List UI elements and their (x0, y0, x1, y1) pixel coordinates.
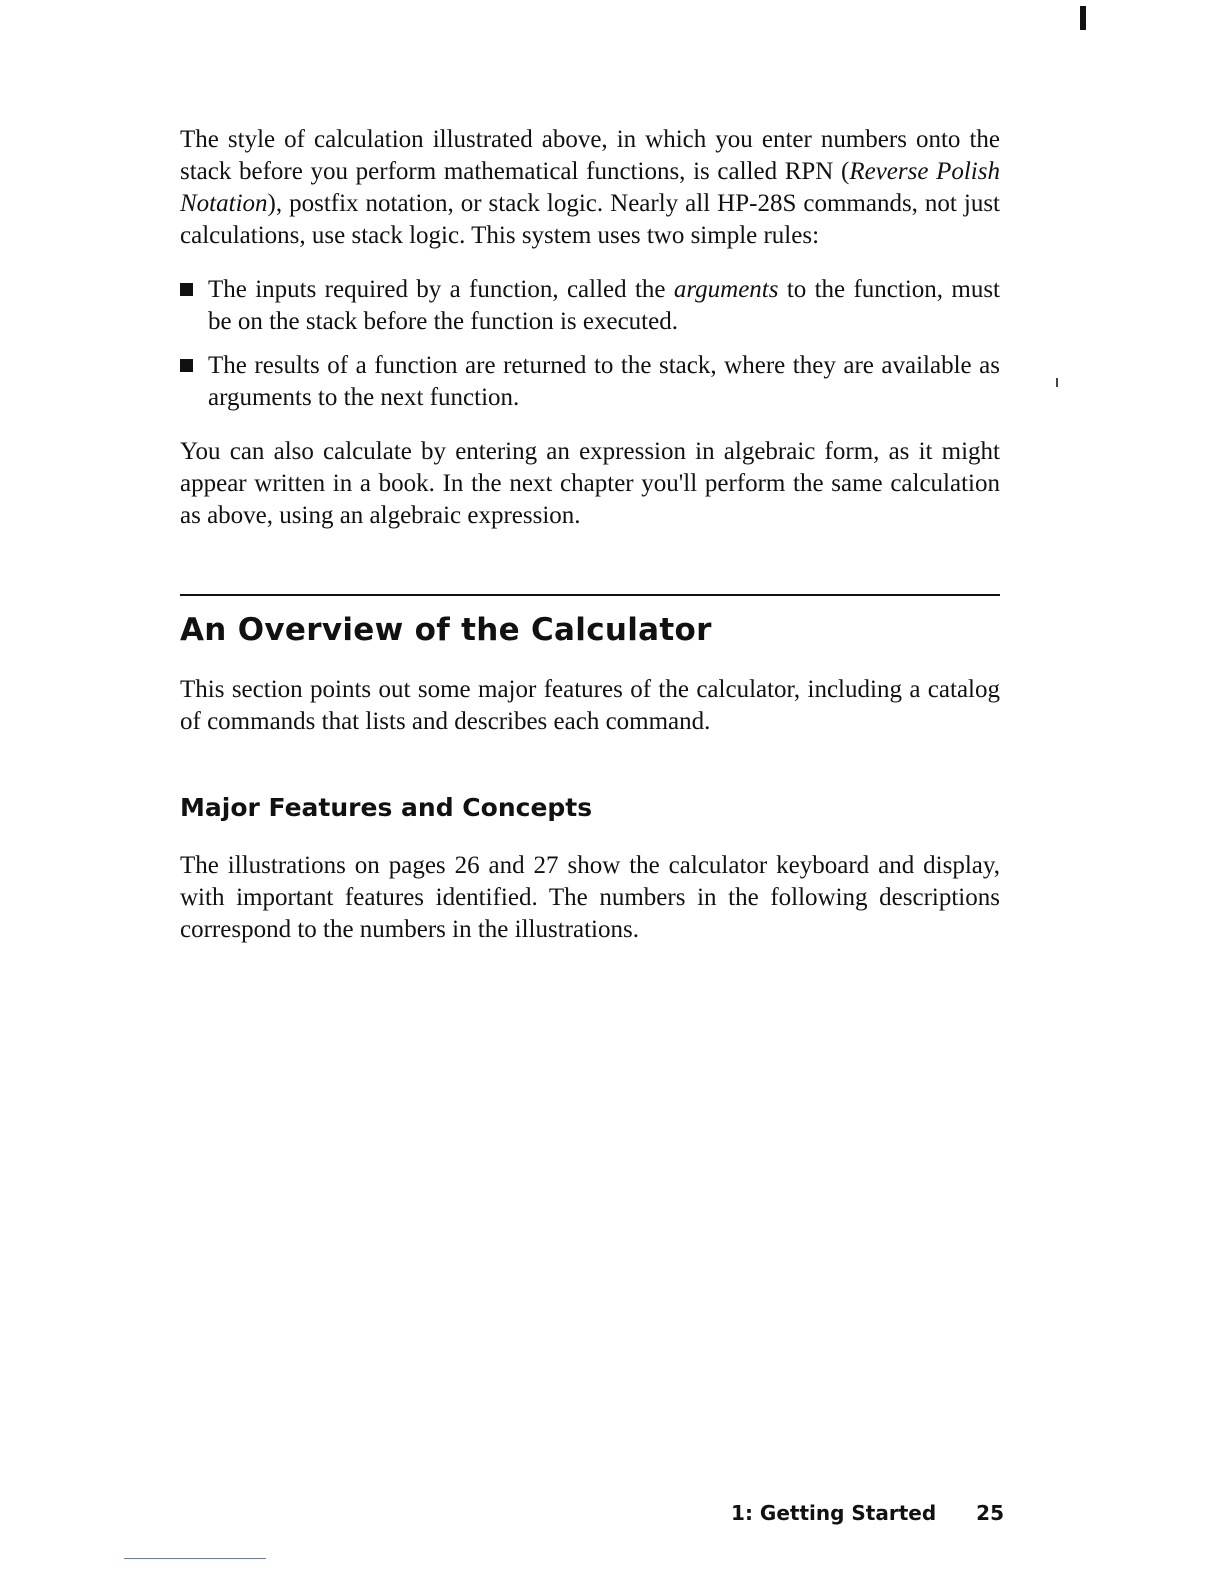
overview-paragraph: This section points out some major features of the calculator, including a catalog of commands that lists and describes each command. (180, 676, 1000, 735)
page-number: 25 (976, 1501, 1004, 1525)
rule-1-text-1: The inputs required by a function, called the (208, 276, 674, 303)
bottom-edge-line (124, 1558, 266, 1559)
rpn-intro-text-2: ), postfix notation, or stack logic. Nearly all HP-28S commands, not just calculations, use stack logic. This system uses two simple rules: (180, 190, 1000, 249)
square-bullet-icon (180, 359, 193, 372)
rpn-intro-text-1: The style of calculation illustrated above, in which you enter numbers onto the stack before you perform mathematical functions, is called RPN ( (180, 126, 1000, 185)
section-divider (180, 594, 1000, 596)
subsection-heading: Major Features and Concepts (180, 793, 593, 822)
footer-chapter: 1: Getting Started (731, 1501, 937, 1525)
stack-rules-list (180, 274, 1000, 414)
margin-mark (1056, 378, 1058, 387)
list-item (180, 350, 1000, 414)
square-bullet-icon (180, 283, 193, 296)
rpn-intro-italic: Reverse Polish Notation (180, 158, 1000, 217)
section-heading: An Overview of the Calculator (180, 612, 712, 648)
rule-1-italic: arguments (673, 276, 779, 303)
rule-2-text: The results of a function are returned to the stack, where they are available as arguments to the next function. (208, 352, 1000, 411)
features-paragraph: The illustrations on pages 26 and 27 show the calculator keyboard and display, with important features identified. The numbers in the following descriptions correspond to the numbers in the illustrations. (180, 852, 1000, 943)
rule-1-text-2: to the function, must be on the stack before the function is executed. (208, 276, 1000, 335)
rpn-intro-paragraph (180, 124, 1000, 252)
page-content (180, 120, 1000, 946)
list-item (180, 274, 1000, 338)
page-footer (640, 1498, 1004, 1528)
page-edge-mark (1080, 6, 1086, 30)
algebraic-paragraph: You can also calculate by entering an expression in algebraic form, as it might appear written in a book. In the next chapter you'll perform the same calculation as above, using an algebraic expression. (180, 438, 1000, 529)
